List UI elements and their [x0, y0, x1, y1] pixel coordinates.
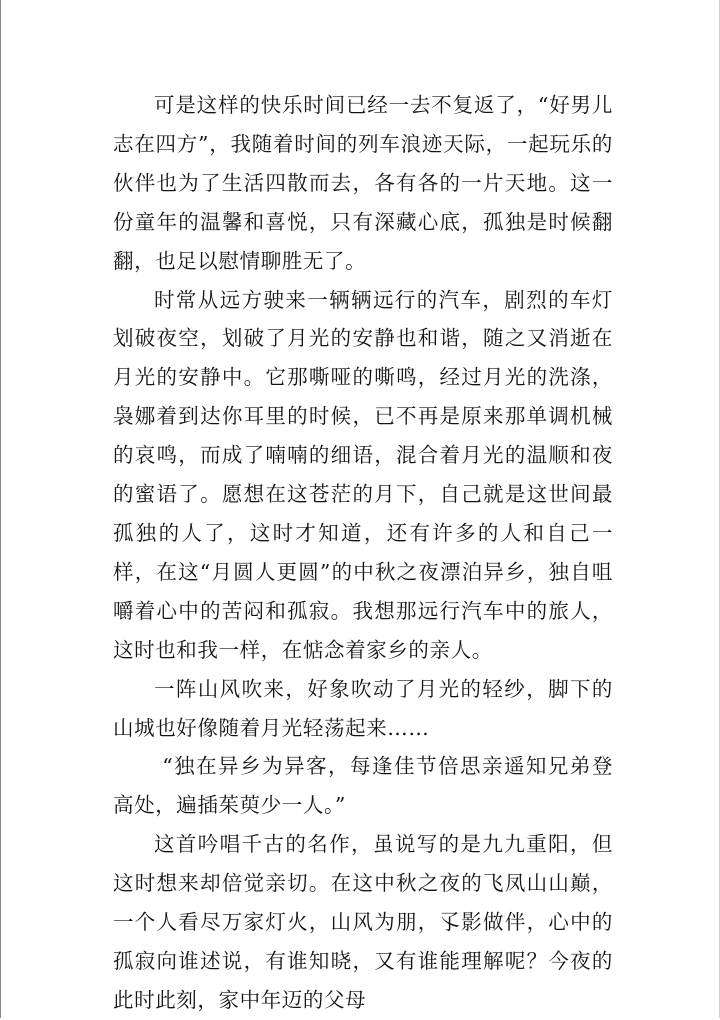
- paragraph-mountain-wind: 一阵山风吹来，好象吹动了月光的轻纱，脚下的山城也好像随着月光轻荡起来……: [113, 676, 613, 740]
- paragraph-poem-quote: “独在异乡为异客，每逢佳节倍思亲遥知兄弟登高处，遍插茱萸少一人。”: [113, 754, 613, 818]
- paragraph-childhood-memory: 可是这样的快乐时间已经一去不复返了，“好男儿志在四方”，我随着时间的列车浪迹天际，一起玩乐的伙伴也为了生活四散而去，各有各的一片天地。这一份童年的温馨和喜悦，只有深藏心底，孤独是时候翻翻，也足以慰情聊胜无了。: [113, 93, 613, 273]
- paragraph-passing-cars: 时常从远方驶来一辆辆远行的汽车，剧烈的车灯划破夜空，划破了月光的安静也和谐，随之又消逝在月光的安静中。它那嘶哑的嘶鸣，经过月光的洗涤，袅娜着到达你耳里的时候，已不再是原来那单调机械的哀鸣，而成了喃喃的细语，混合着月光的温顺和夜的蜜语了。愿想在这苍茫的月下，自己就是这世间最孤独的人了，这时才知道，还有许多的人和自己一样，在这“月圆人更圆”的中秋之夜漂泊异乡，独自咀嚼着心中的苦闷和孤寂。我想那远行汽车中的旅人，这时也和我一样，在惦念着家乡的亲人。: [113, 287, 613, 662]
- document-body: [113, 86, 613, 1020]
- paragraph-poem-reflection: 这首吟唱千古的名作，虽说写的是九九重阳，但这时想来却倍觉亲切。在这中秋之夜的飞凤山山巅，一个人看尽万家灯火，山风为朋，孓影做伴，心中的孤寂向谁述说，有谁知晓，又有谁能理解呢？今夜的此时此刻，家中年迈的父母: [113, 832, 613, 1012]
